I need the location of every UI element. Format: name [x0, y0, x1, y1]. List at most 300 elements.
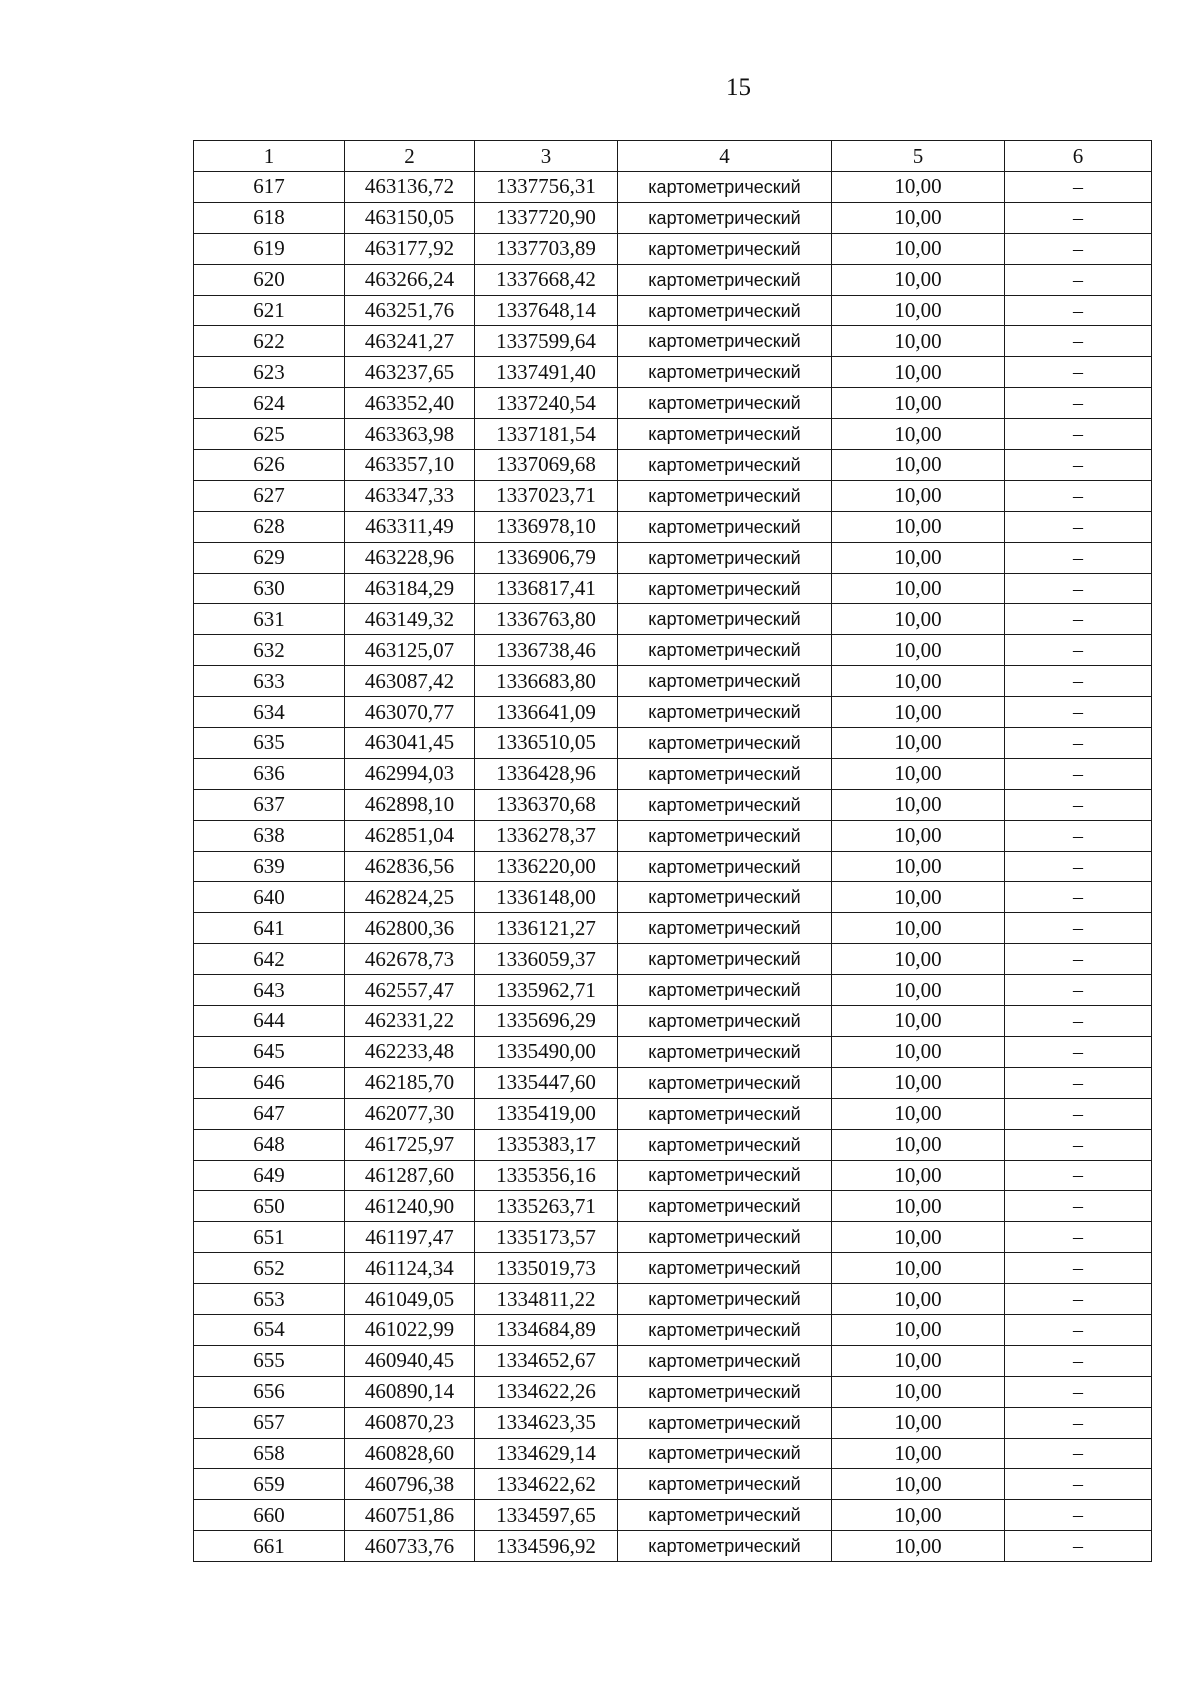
point-number-cell: 627	[194, 480, 345, 511]
table-row	[194, 975, 1152, 1006]
note-cell: –	[1005, 542, 1152, 573]
point-number-cell: 639	[194, 851, 345, 882]
point-number-cell: 631	[194, 604, 345, 635]
y-coordinate-cell: 1334811,22	[475, 1284, 618, 1315]
note-cell: –	[1005, 511, 1152, 542]
table-row	[194, 1314, 1152, 1345]
x-coordinate-cell: 463363,98	[345, 419, 475, 450]
point-number-cell: 651	[194, 1222, 345, 1253]
point-number-cell: 649	[194, 1160, 345, 1191]
point-number-cell: 646	[194, 1067, 345, 1098]
point-number-cell: 619	[194, 233, 345, 264]
table-row	[194, 635, 1152, 666]
x-coordinate-cell: 463184,29	[345, 573, 475, 604]
coordinates-table	[193, 140, 1152, 1562]
point-number-cell: 617	[194, 172, 345, 203]
accuracy-cell: 10,00	[832, 1067, 1005, 1098]
x-coordinate-cell: 462851,04	[345, 820, 475, 851]
y-coordinate-cell: 1337023,71	[475, 480, 618, 511]
accuracy-cell: 10,00	[832, 172, 1005, 203]
accuracy-cell: 10,00	[832, 1376, 1005, 1407]
y-coordinate-cell: 1336641,09	[475, 697, 618, 728]
note-cell: –	[1005, 233, 1152, 264]
table-row	[194, 542, 1152, 573]
table-row	[194, 295, 1152, 326]
page-number-text: 15	[726, 74, 751, 101]
table-row	[194, 1129, 1152, 1160]
accuracy-cell: 10,00	[832, 1469, 1005, 1500]
point-number-cell: 632	[194, 635, 345, 666]
table-row	[194, 326, 1152, 357]
x-coordinate-cell: 462898,10	[345, 789, 475, 820]
y-coordinate-cell: 1336121,27	[475, 913, 618, 944]
accuracy-cell: 10,00	[832, 1253, 1005, 1284]
point-number-cell: 659	[194, 1469, 345, 1500]
note-cell: –	[1005, 666, 1152, 697]
method-cell: картометрический	[618, 1531, 832, 1562]
y-coordinate-cell: 1336978,10	[475, 511, 618, 542]
y-coordinate-cell: 1336817,41	[475, 573, 618, 604]
note-cell: –	[1005, 604, 1152, 635]
method-cell: картометрический	[618, 1036, 832, 1067]
method-cell: картометрический	[618, 326, 832, 357]
y-coordinate-cell: 1336220,00	[475, 851, 618, 882]
note-cell: –	[1005, 1438, 1152, 1469]
x-coordinate-cell: 463087,42	[345, 666, 475, 697]
y-coordinate-cell: 1334623,35	[475, 1407, 618, 1438]
point-number-cell: 645	[194, 1036, 345, 1067]
point-number-cell: 657	[194, 1407, 345, 1438]
x-coordinate-cell: 462331,22	[345, 1006, 475, 1037]
note-cell: –	[1005, 1067, 1152, 1098]
y-coordinate-cell: 1335173,57	[475, 1222, 618, 1253]
method-cell: картометрический	[618, 1006, 832, 1037]
point-number-cell: 641	[194, 913, 345, 944]
point-number-cell: 623	[194, 357, 345, 388]
point-number-cell: 643	[194, 975, 345, 1006]
note-cell: –	[1005, 975, 1152, 1006]
y-coordinate-cell: 1334629,14	[475, 1438, 618, 1469]
note-cell: –	[1005, 1314, 1152, 1345]
method-cell: картометрический	[618, 1469, 832, 1500]
note-cell: –	[1005, 789, 1152, 820]
x-coordinate-cell: 462836,56	[345, 851, 475, 882]
point-number-cell: 634	[194, 697, 345, 728]
accuracy-cell: 10,00	[832, 1191, 1005, 1222]
note-cell: –	[1005, 295, 1152, 326]
note-cell: –	[1005, 1160, 1152, 1191]
table-header	[194, 141, 1152, 172]
accuracy-cell: 10,00	[832, 1160, 1005, 1191]
point-number-cell: 630	[194, 573, 345, 604]
method-cell: картометрический	[618, 511, 832, 542]
note-cell: –	[1005, 1500, 1152, 1531]
accuracy-cell: 10,00	[832, 1407, 1005, 1438]
point-number-cell: 658	[194, 1438, 345, 1469]
point-number-cell: 638	[194, 820, 345, 851]
table-row	[194, 697, 1152, 728]
x-coordinate-cell: 460751,86	[345, 1500, 475, 1531]
table-row	[194, 1531, 1152, 1562]
y-coordinate-cell: 1335356,16	[475, 1160, 618, 1191]
y-coordinate-cell: 1336683,80	[475, 666, 618, 697]
note-cell: –	[1005, 172, 1152, 203]
accuracy-cell: 10,00	[832, 1531, 1005, 1562]
accuracy-cell: 10,00	[832, 264, 1005, 295]
method-cell: картометрический	[618, 1129, 832, 1160]
accuracy-cell: 10,00	[832, 1036, 1005, 1067]
x-coordinate-cell: 463150,05	[345, 202, 475, 233]
method-cell: картометрический	[618, 1160, 832, 1191]
point-number-cell: 653	[194, 1284, 345, 1315]
note-cell: –	[1005, 450, 1152, 481]
x-coordinate-cell: 463347,33	[345, 480, 475, 511]
x-coordinate-cell: 461049,05	[345, 1284, 475, 1315]
y-coordinate-cell: 1337648,14	[475, 295, 618, 326]
accuracy-cell: 10,00	[832, 419, 1005, 450]
note-cell: –	[1005, 882, 1152, 913]
y-coordinate-cell: 1335962,71	[475, 975, 618, 1006]
x-coordinate-cell: 463266,24	[345, 264, 475, 295]
x-coordinate-cell: 461124,34	[345, 1253, 475, 1284]
table-row	[194, 1160, 1152, 1191]
method-cell: картометрический	[618, 604, 832, 635]
y-coordinate-cell: 1335019,73	[475, 1253, 618, 1284]
x-coordinate-cell: 462824,25	[345, 882, 475, 913]
note-cell: –	[1005, 202, 1152, 233]
x-coordinate-cell: 463149,32	[345, 604, 475, 635]
x-coordinate-cell: 460796,38	[345, 1469, 475, 1500]
method-cell: картометрический	[618, 1500, 832, 1531]
table-row	[194, 728, 1152, 759]
x-coordinate-cell: 463241,27	[345, 326, 475, 357]
note-cell: –	[1005, 913, 1152, 944]
table-row	[194, 450, 1152, 481]
x-coordinate-cell: 460890,14	[345, 1376, 475, 1407]
y-coordinate-cell: 1336370,68	[475, 789, 618, 820]
table-row	[194, 1469, 1152, 1500]
x-coordinate-cell: 463041,45	[345, 728, 475, 759]
accuracy-cell: 10,00	[832, 388, 1005, 419]
table-body	[194, 172, 1152, 1562]
accuracy-cell: 10,00	[832, 820, 1005, 851]
accuracy-cell: 10,00	[832, 1314, 1005, 1345]
table-row	[194, 820, 1152, 851]
x-coordinate-cell: 462678,73	[345, 944, 475, 975]
table-row	[194, 573, 1152, 604]
accuracy-cell: 10,00	[832, 357, 1005, 388]
accuracy-cell: 10,00	[832, 1284, 1005, 1315]
y-coordinate-cell: 1335447,60	[475, 1067, 618, 1098]
accuracy-cell: 10,00	[832, 1098, 1005, 1129]
point-number-cell: 622	[194, 326, 345, 357]
accuracy-cell: 10,00	[832, 326, 1005, 357]
accuracy-cell: 10,00	[832, 202, 1005, 233]
method-cell: картометрический	[618, 1407, 832, 1438]
method-cell: картометрический	[618, 1067, 832, 1098]
x-coordinate-cell: 463136,72	[345, 172, 475, 203]
method-cell: картометрический	[618, 975, 832, 1006]
table-row	[194, 357, 1152, 388]
method-cell: картометрический	[618, 820, 832, 851]
accuracy-cell: 10,00	[832, 913, 1005, 944]
y-coordinate-cell: 1335419,00	[475, 1098, 618, 1129]
method-cell: картометрический	[618, 1253, 832, 1284]
y-coordinate-cell: 1334684,89	[475, 1314, 618, 1345]
note-cell: –	[1005, 697, 1152, 728]
y-coordinate-cell: 1336148,00	[475, 882, 618, 913]
table-row	[194, 758, 1152, 789]
table-row	[194, 202, 1152, 233]
table-row	[194, 882, 1152, 913]
accuracy-cell: 10,00	[832, 944, 1005, 975]
method-cell: картометрический	[618, 357, 832, 388]
method-cell: картометрический	[618, 1191, 832, 1222]
accuracy-cell: 10,00	[832, 511, 1005, 542]
y-coordinate-cell: 1334597,65	[475, 1500, 618, 1531]
method-cell: картометрический	[618, 882, 832, 913]
method-cell: картометрический	[618, 233, 832, 264]
note-cell: –	[1005, 1191, 1152, 1222]
method-cell: картометрический	[618, 295, 832, 326]
table-row	[194, 1407, 1152, 1438]
note-cell: –	[1005, 419, 1152, 450]
method-cell: картометрический	[618, 573, 832, 604]
y-coordinate-cell: 1337181,54	[475, 419, 618, 450]
column-header-2: 2	[345, 141, 475, 172]
table-row	[194, 1191, 1152, 1222]
accuracy-cell: 10,00	[832, 573, 1005, 604]
point-number-cell: 618	[194, 202, 345, 233]
point-number-cell: 648	[194, 1129, 345, 1160]
table-row	[194, 388, 1152, 419]
note-cell: –	[1005, 1469, 1152, 1500]
y-coordinate-cell: 1336510,05	[475, 728, 618, 759]
note-cell: –	[1005, 1036, 1152, 1067]
method-cell: картометрический	[618, 450, 832, 481]
point-number-cell: 635	[194, 728, 345, 759]
point-number-cell: 655	[194, 1345, 345, 1376]
table-row	[194, 172, 1152, 203]
point-number-cell: 624	[194, 388, 345, 419]
note-cell: –	[1005, 944, 1152, 975]
note-cell: –	[1005, 635, 1152, 666]
y-coordinate-cell: 1335263,71	[475, 1191, 618, 1222]
x-coordinate-cell: 460940,45	[345, 1345, 475, 1376]
method-cell: картометрический	[618, 728, 832, 759]
note-cell: –	[1005, 820, 1152, 851]
point-number-cell: 628	[194, 511, 345, 542]
accuracy-cell: 10,00	[832, 542, 1005, 573]
y-coordinate-cell: 1337599,64	[475, 326, 618, 357]
y-coordinate-cell: 1336059,37	[475, 944, 618, 975]
method-cell: картометрический	[618, 697, 832, 728]
point-number-cell: 629	[194, 542, 345, 573]
table-row	[194, 1067, 1152, 1098]
accuracy-cell: 10,00	[832, 758, 1005, 789]
x-coordinate-cell: 460733,76	[345, 1531, 475, 1562]
x-coordinate-cell: 462077,30	[345, 1098, 475, 1129]
x-coordinate-cell: 463237,65	[345, 357, 475, 388]
x-coordinate-cell: 463228,96	[345, 542, 475, 573]
point-number-cell: 636	[194, 758, 345, 789]
accuracy-cell: 10,00	[832, 1438, 1005, 1469]
point-number-cell: 656	[194, 1376, 345, 1407]
x-coordinate-cell: 462994,03	[345, 758, 475, 789]
note-cell: –	[1005, 1531, 1152, 1562]
table-row	[194, 264, 1152, 295]
method-cell: картометрический	[618, 851, 832, 882]
table-row	[194, 511, 1152, 542]
table-row	[194, 1376, 1152, 1407]
x-coordinate-cell: 463357,10	[345, 450, 475, 481]
note-cell: –	[1005, 1345, 1152, 1376]
note-cell: –	[1005, 480, 1152, 511]
accuracy-cell: 10,00	[832, 1129, 1005, 1160]
table-row	[194, 1253, 1152, 1284]
point-number-cell: 640	[194, 882, 345, 913]
method-cell: картометрический	[618, 1314, 832, 1345]
y-coordinate-cell: 1336738,46	[475, 635, 618, 666]
accuracy-cell: 10,00	[832, 450, 1005, 481]
point-number-cell: 637	[194, 789, 345, 820]
method-cell: картометрический	[618, 913, 832, 944]
x-coordinate-cell: 463251,76	[345, 295, 475, 326]
table-row	[194, 944, 1152, 975]
accuracy-cell: 10,00	[832, 233, 1005, 264]
method-cell: картометрический	[618, 480, 832, 511]
note-cell: –	[1005, 1098, 1152, 1129]
note-cell: –	[1005, 1407, 1152, 1438]
note-cell: –	[1005, 388, 1152, 419]
accuracy-cell: 10,00	[832, 728, 1005, 759]
note-cell: –	[1005, 1376, 1152, 1407]
point-number-cell: 654	[194, 1314, 345, 1345]
table-row	[194, 1222, 1152, 1253]
column-header-3: 3	[475, 141, 618, 172]
x-coordinate-cell: 462800,36	[345, 913, 475, 944]
method-cell: картометрический	[618, 172, 832, 203]
note-cell: –	[1005, 758, 1152, 789]
method-cell: картометрический	[618, 1222, 832, 1253]
accuracy-cell: 10,00	[832, 975, 1005, 1006]
point-number-cell: 652	[194, 1253, 345, 1284]
table-row	[194, 851, 1152, 882]
column-header-4: 4	[618, 141, 832, 172]
table-row	[194, 1500, 1152, 1531]
accuracy-cell: 10,00	[832, 1500, 1005, 1531]
accuracy-cell: 10,00	[832, 666, 1005, 697]
y-coordinate-cell: 1336906,79	[475, 542, 618, 573]
method-cell: картометрический	[618, 635, 832, 666]
point-number-cell: 621	[194, 295, 345, 326]
method-cell: картометрический	[618, 1098, 832, 1129]
point-number-cell: 660	[194, 1500, 345, 1531]
method-cell: картометрический	[618, 1438, 832, 1469]
table-row	[194, 1006, 1152, 1037]
note-cell: –	[1005, 1253, 1152, 1284]
y-coordinate-cell: 1336763,80	[475, 604, 618, 635]
method-cell: картометрический	[618, 419, 832, 450]
table-row	[194, 1345, 1152, 1376]
note-cell: –	[1005, 1284, 1152, 1315]
y-coordinate-cell: 1337756,31	[475, 172, 618, 203]
method-cell: картометрический	[618, 666, 832, 697]
point-number-cell: 661	[194, 1531, 345, 1562]
accuracy-cell: 10,00	[832, 697, 1005, 728]
y-coordinate-cell: 1335490,00	[475, 1036, 618, 1067]
note-cell: –	[1005, 357, 1152, 388]
y-coordinate-cell: 1337703,89	[475, 233, 618, 264]
note-cell: –	[1005, 728, 1152, 759]
column-header-1: 1	[194, 141, 345, 172]
y-coordinate-cell: 1334622,26	[475, 1376, 618, 1407]
method-cell: картометрический	[618, 944, 832, 975]
x-coordinate-cell: 462557,47	[345, 975, 475, 1006]
y-coordinate-cell: 1334622,62	[475, 1469, 618, 1500]
note-cell: –	[1005, 1129, 1152, 1160]
y-coordinate-cell: 1337240,54	[475, 388, 618, 419]
x-coordinate-cell: 461022,99	[345, 1314, 475, 1345]
x-coordinate-cell: 462185,70	[345, 1067, 475, 1098]
method-cell: картометрический	[618, 202, 832, 233]
table-row	[194, 233, 1152, 264]
x-coordinate-cell: 461197,47	[345, 1222, 475, 1253]
method-cell: картометрический	[618, 264, 832, 295]
table-row	[194, 1284, 1152, 1315]
accuracy-cell: 10,00	[832, 789, 1005, 820]
accuracy-cell: 10,00	[832, 1006, 1005, 1037]
y-coordinate-cell: 1337720,90	[475, 202, 618, 233]
note-cell: –	[1005, 326, 1152, 357]
accuracy-cell: 10,00	[832, 295, 1005, 326]
method-cell: картометрический	[618, 1376, 832, 1407]
accuracy-cell: 10,00	[832, 635, 1005, 666]
table-row	[194, 789, 1152, 820]
y-coordinate-cell: 1334596,92	[475, 1531, 618, 1562]
y-coordinate-cell: 1336428,96	[475, 758, 618, 789]
accuracy-cell: 10,00	[832, 882, 1005, 913]
x-coordinate-cell: 463311,49	[345, 511, 475, 542]
accuracy-cell: 10,00	[832, 851, 1005, 882]
accuracy-cell: 10,00	[832, 604, 1005, 635]
method-cell: картометрический	[618, 758, 832, 789]
accuracy-cell: 10,00	[832, 1345, 1005, 1376]
point-number-cell: 620	[194, 264, 345, 295]
x-coordinate-cell: 461725,97	[345, 1129, 475, 1160]
note-cell: –	[1005, 1006, 1152, 1037]
y-coordinate-cell: 1337668,42	[475, 264, 618, 295]
point-number-cell: 642	[194, 944, 345, 975]
table-row	[194, 666, 1152, 697]
header-row	[194, 141, 1152, 172]
method-cell: картометрический	[618, 542, 832, 573]
column-header-5: 5	[832, 141, 1005, 172]
accuracy-cell: 10,00	[832, 1222, 1005, 1253]
table-row	[194, 1438, 1152, 1469]
x-coordinate-cell: 463352,40	[345, 388, 475, 419]
note-cell: –	[1005, 573, 1152, 604]
point-number-cell: 650	[194, 1191, 345, 1222]
y-coordinate-cell: 1335383,17	[475, 1129, 618, 1160]
table-row	[194, 1098, 1152, 1129]
point-number-cell: 647	[194, 1098, 345, 1129]
table-row	[194, 1036, 1152, 1067]
method-cell: картометрический	[618, 388, 832, 419]
accuracy-cell: 10,00	[832, 480, 1005, 511]
table-row	[194, 604, 1152, 635]
y-coordinate-cell: 1337491,40	[475, 357, 618, 388]
